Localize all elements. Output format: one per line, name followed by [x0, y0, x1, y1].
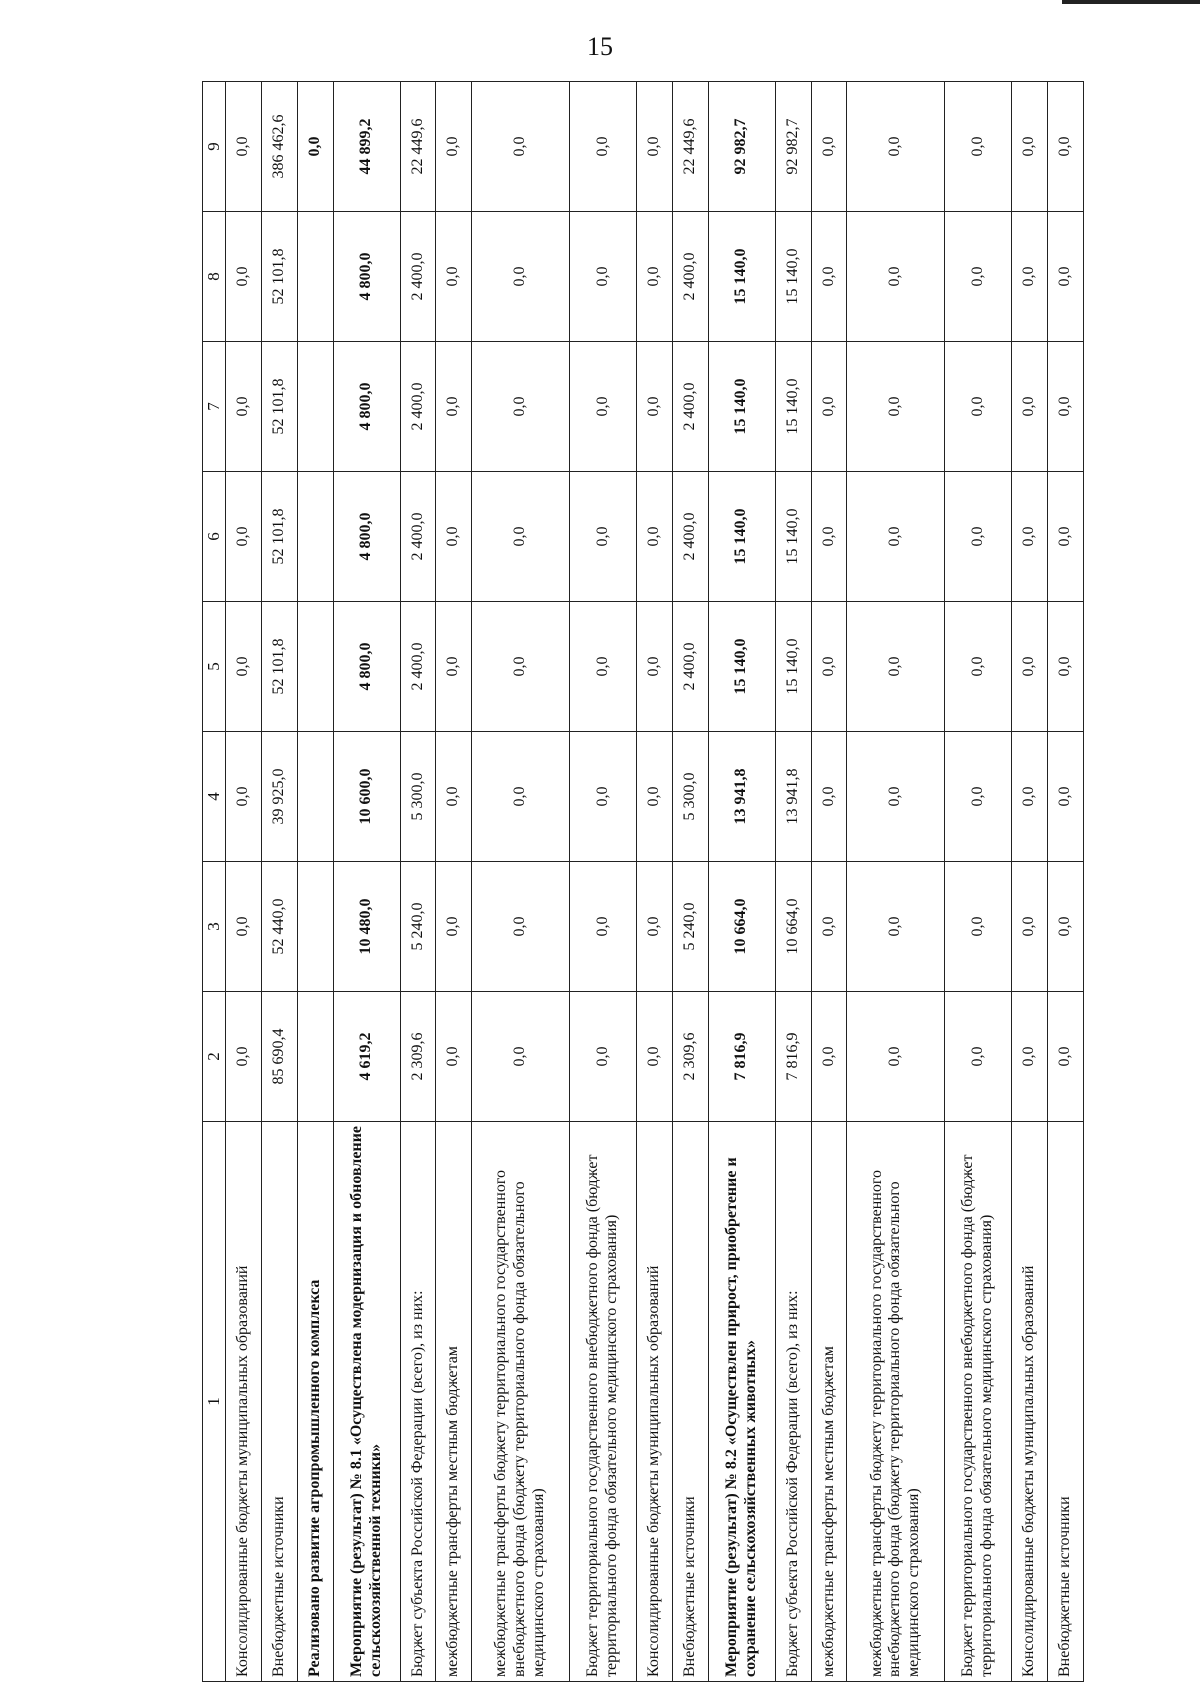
value-cell: 0,0	[226, 992, 262, 1122]
value-cell: 0,0	[945, 82, 1012, 212]
value-cell: 0,0	[297, 82, 333, 212]
row-label-cell: Реализовано развитие агропромышленного комплекса	[297, 1122, 333, 1682]
table-row	[811, 82, 847, 1682]
value-cell: 2 309,6	[672, 992, 708, 1122]
row-label-cell: Бюджет территориального государственного внебюджетного фонда (бюджет территориального фонда обязательного медицинского страхования)	[945, 1122, 1012, 1682]
value-cell: 0,0	[226, 342, 262, 472]
table-row	[436, 82, 472, 1682]
value-cell: 2 400,0	[400, 212, 436, 342]
table-row	[847, 82, 945, 1682]
table-row	[1048, 82, 1084, 1682]
header-cell: 4	[203, 732, 226, 862]
header-cell: 3	[203, 862, 226, 992]
value-cell: 5 240,0	[672, 862, 708, 992]
value-cell: 0,0	[1048, 602, 1084, 732]
value-cell: 0,0	[1012, 992, 1048, 1122]
value-cell: 0,0	[811, 732, 847, 862]
value-cell: 0,0	[570, 992, 637, 1122]
value-cell: 4 800,0	[333, 212, 400, 342]
value-cell: 0,0	[472, 602, 570, 732]
value-cell: 0,0	[1012, 212, 1048, 342]
value-cell: 52 101,8	[261, 472, 297, 602]
value-cell: 0,0	[472, 472, 570, 602]
header-cell: 6	[203, 472, 226, 602]
value-cell: 0,0	[570, 212, 637, 342]
value-cell: 10 480,0	[333, 862, 400, 992]
value-cell: 0,0	[811, 992, 847, 1122]
value-cell: 7 816,9	[708, 992, 775, 1122]
table-row	[226, 82, 262, 1682]
value-cell: 39 925,0	[261, 732, 297, 862]
value-cell: 0,0	[847, 342, 945, 472]
value-cell: 0,0	[847, 862, 945, 992]
table-row	[472, 82, 570, 1682]
value-cell: 0,0	[472, 212, 570, 342]
row-label-cell: Мероприятие (результат) № 8.1 «Осуществлена модернизация и обновление сельскохозяйственной техники»	[333, 1122, 400, 1682]
value-cell: 0,0	[1012, 602, 1048, 732]
value-cell: 0,0	[637, 602, 673, 732]
value-cell: 15 140,0	[775, 472, 811, 602]
value-cell: 0,0	[811, 342, 847, 472]
value-cell: 0,0	[637, 472, 673, 602]
value-cell: 0,0	[847, 992, 945, 1122]
value-cell: 0,0	[811, 602, 847, 732]
value-cell: 0,0	[945, 602, 1012, 732]
row-label-cell: Внебюджетные источники	[672, 1122, 708, 1682]
value-cell: 7 816,9	[775, 992, 811, 1122]
value-cell: 85 690,4	[261, 992, 297, 1122]
value-cell: 0,0	[1048, 82, 1084, 212]
page-number: 15	[587, 32, 613, 61]
row-label-cell: Консолидированные бюджеты муниципальных образований	[226, 1122, 262, 1682]
value-cell: 0,0	[847, 602, 945, 732]
value-cell: 0,0	[226, 212, 262, 342]
value-cell: 0,0	[1048, 732, 1084, 862]
value-cell: 15 140,0	[775, 212, 811, 342]
value-cell: 13 941,8	[708, 732, 775, 862]
value-cell: 15 140,0	[708, 602, 775, 732]
table-row	[400, 82, 436, 1682]
row-label-cell: Мероприятие (результат) № 8.2 «Осуществлен прирост, приобретение и сохранение сельскохозяйственных животных»	[708, 1122, 775, 1682]
value-cell: 0,0	[226, 82, 262, 212]
row-label-cell: межбюджетные трансферты бюджету территориального государственного внебюджетного фонда (бюджету территориального фонда обязательного медицинского страхования)	[847, 1122, 945, 1682]
value-cell: 0,0	[436, 602, 472, 732]
value-cell: 2 400,0	[400, 602, 436, 732]
value-cell: 0,0	[1048, 212, 1084, 342]
header-cell: 7	[203, 342, 226, 472]
value-cell: 15 140,0	[708, 342, 775, 472]
value-cell	[297, 732, 333, 862]
value-cell: 0,0	[847, 472, 945, 602]
value-cell	[297, 602, 333, 732]
header-cell: 9	[203, 82, 226, 212]
value-cell: 0,0	[637, 732, 673, 862]
value-cell: 0,0	[811, 212, 847, 342]
value-cell: 10 664,0	[775, 862, 811, 992]
value-cell: 52 101,8	[261, 342, 297, 472]
row-label-cell: межбюджетные трансферты местным бюджетам	[436, 1122, 472, 1682]
value-cell: 0,0	[226, 472, 262, 602]
table-row	[775, 82, 811, 1682]
value-cell: 0,0	[1048, 342, 1084, 472]
value-cell: 0,0	[945, 862, 1012, 992]
table-row	[672, 82, 708, 1682]
table-row	[570, 82, 637, 1682]
budget-table	[202, 81, 1084, 1682]
value-cell: 2 400,0	[672, 472, 708, 602]
value-cell: 52 440,0	[261, 862, 297, 992]
value-cell: 0,0	[472, 342, 570, 472]
value-cell: 0,0	[472, 862, 570, 992]
table-row	[1012, 82, 1048, 1682]
value-cell: 0,0	[945, 212, 1012, 342]
value-cell: 0,0	[1048, 862, 1084, 992]
row-label-cell: Бюджет территориального государственного внебюджетного фонда (бюджет территориального фонда обязательного медицинского страхования)	[570, 1122, 637, 1682]
value-cell: 0,0	[847, 82, 945, 212]
value-cell: 0,0	[436, 862, 472, 992]
value-cell: 2 309,6	[400, 992, 436, 1122]
row-label-cell: межбюджетные трансферты бюджету территориального государственного внебюджетного фонда (бюджету территориального фонда обязательного медицинского страхования)	[472, 1122, 570, 1682]
value-cell: 0,0	[1012, 82, 1048, 212]
value-cell: 0,0	[847, 212, 945, 342]
value-cell: 0,0	[570, 602, 637, 732]
value-cell: 15 140,0	[775, 602, 811, 732]
value-cell	[297, 342, 333, 472]
value-cell: 0,0	[811, 82, 847, 212]
table-body	[226, 82, 1084, 1682]
table-header-row	[203, 82, 226, 1682]
value-cell: 0,0	[570, 732, 637, 862]
value-cell: 0,0	[570, 472, 637, 602]
value-cell: 2 400,0	[672, 342, 708, 472]
value-cell: 4 800,0	[333, 342, 400, 472]
value-cell	[297, 212, 333, 342]
value-cell: 0,0	[945, 472, 1012, 602]
value-cell: 0,0	[436, 342, 472, 472]
table-row	[297, 82, 333, 1682]
value-cell: 2 400,0	[400, 472, 436, 602]
value-cell: 22 449,6	[672, 82, 708, 212]
value-cell: 0,0	[1048, 992, 1084, 1122]
value-cell: 0,0	[637, 992, 673, 1122]
value-cell: 5 240,0	[400, 862, 436, 992]
value-cell: 0,0	[637, 342, 673, 472]
value-cell: 0,0	[1012, 472, 1048, 602]
value-cell: 44 899,2	[333, 82, 400, 212]
value-cell: 0,0	[1048, 472, 1084, 602]
value-cell: 0,0	[472, 732, 570, 862]
value-cell: 0,0	[811, 472, 847, 602]
value-cell: 0,0	[436, 82, 472, 212]
value-cell	[297, 992, 333, 1122]
value-cell: 2 400,0	[672, 602, 708, 732]
value-cell: 0,0	[945, 342, 1012, 472]
value-cell	[297, 472, 333, 602]
value-cell: 10 664,0	[708, 862, 775, 992]
value-cell: 0,0	[226, 862, 262, 992]
value-cell: 0,0	[811, 862, 847, 992]
value-cell: 15 140,0	[708, 472, 775, 602]
value-cell: 0,0	[637, 862, 673, 992]
value-cell: 0,0	[570, 342, 637, 472]
value-cell: 0,0	[945, 732, 1012, 862]
header-cell: 5	[203, 602, 226, 732]
value-cell: 0,0	[1012, 862, 1048, 992]
table-row	[945, 82, 1012, 1682]
value-cell: 2 400,0	[400, 342, 436, 472]
value-cell: 92 982,7	[708, 82, 775, 212]
top-rule-line	[1062, 0, 1200, 4]
header-cell: 2	[203, 992, 226, 1122]
value-cell: 2 400,0	[672, 212, 708, 342]
header-cell: 1	[203, 1122, 226, 1682]
value-cell: 0,0	[436, 992, 472, 1122]
value-cell: 5 300,0	[672, 732, 708, 862]
table-row	[261, 82, 297, 1682]
value-cell: 4 800,0	[333, 472, 400, 602]
row-label-cell: Внебюджетные источники	[261, 1122, 297, 1682]
value-cell: 10 600,0	[333, 732, 400, 862]
table-row	[708, 82, 775, 1682]
value-cell: 0,0	[436, 472, 472, 602]
value-cell: 0,0	[945, 992, 1012, 1122]
value-cell: 15 140,0	[708, 212, 775, 342]
row-label-cell: Консолидированные бюджеты муниципальных образований	[1012, 1122, 1048, 1682]
value-cell: 4 800,0	[333, 602, 400, 732]
value-cell: 4 619,2	[333, 992, 400, 1122]
value-cell: 0,0	[570, 862, 637, 992]
value-cell: 0,0	[436, 212, 472, 342]
rotated-table-container	[202, 82, 1084, 1682]
value-cell: 0,0	[637, 82, 673, 212]
value-cell: 0,0	[637, 212, 673, 342]
value-cell: 13 941,8	[775, 732, 811, 862]
value-cell: 92 982,7	[775, 82, 811, 212]
row-label-cell: Бюджет субъекта Российской Федерации (всего), из них:	[775, 1122, 811, 1682]
header-cell: 8	[203, 212, 226, 342]
value-cell: 0,0	[436, 732, 472, 862]
value-cell: 0,0	[1012, 732, 1048, 862]
value-cell: 0,0	[226, 602, 262, 732]
table-row	[333, 82, 400, 1682]
row-label-cell: Консолидированные бюджеты муниципальных образований	[637, 1122, 673, 1682]
value-cell: 15 140,0	[775, 342, 811, 472]
value-cell: 0,0	[226, 732, 262, 862]
value-cell: 0,0	[472, 992, 570, 1122]
value-cell: 386 462,6	[261, 82, 297, 212]
value-cell	[297, 862, 333, 992]
value-cell: 0,0	[570, 82, 637, 212]
row-label-cell: Бюджет субъекта Российской Федерации (всего), из них:	[400, 1122, 436, 1682]
value-cell: 0,0	[1012, 342, 1048, 472]
value-cell: 22 449,6	[400, 82, 436, 212]
value-cell: 0,0	[847, 732, 945, 862]
row-label-cell: Внебюджетные источники	[1048, 1122, 1084, 1682]
row-label-cell: межбюджетные трансферты местным бюджетам	[811, 1122, 847, 1682]
value-cell: 52 101,8	[261, 212, 297, 342]
value-cell: 0,0	[472, 82, 570, 212]
table-row	[637, 82, 673, 1682]
value-cell: 5 300,0	[400, 732, 436, 862]
value-cell: 52 101,8	[261, 602, 297, 732]
